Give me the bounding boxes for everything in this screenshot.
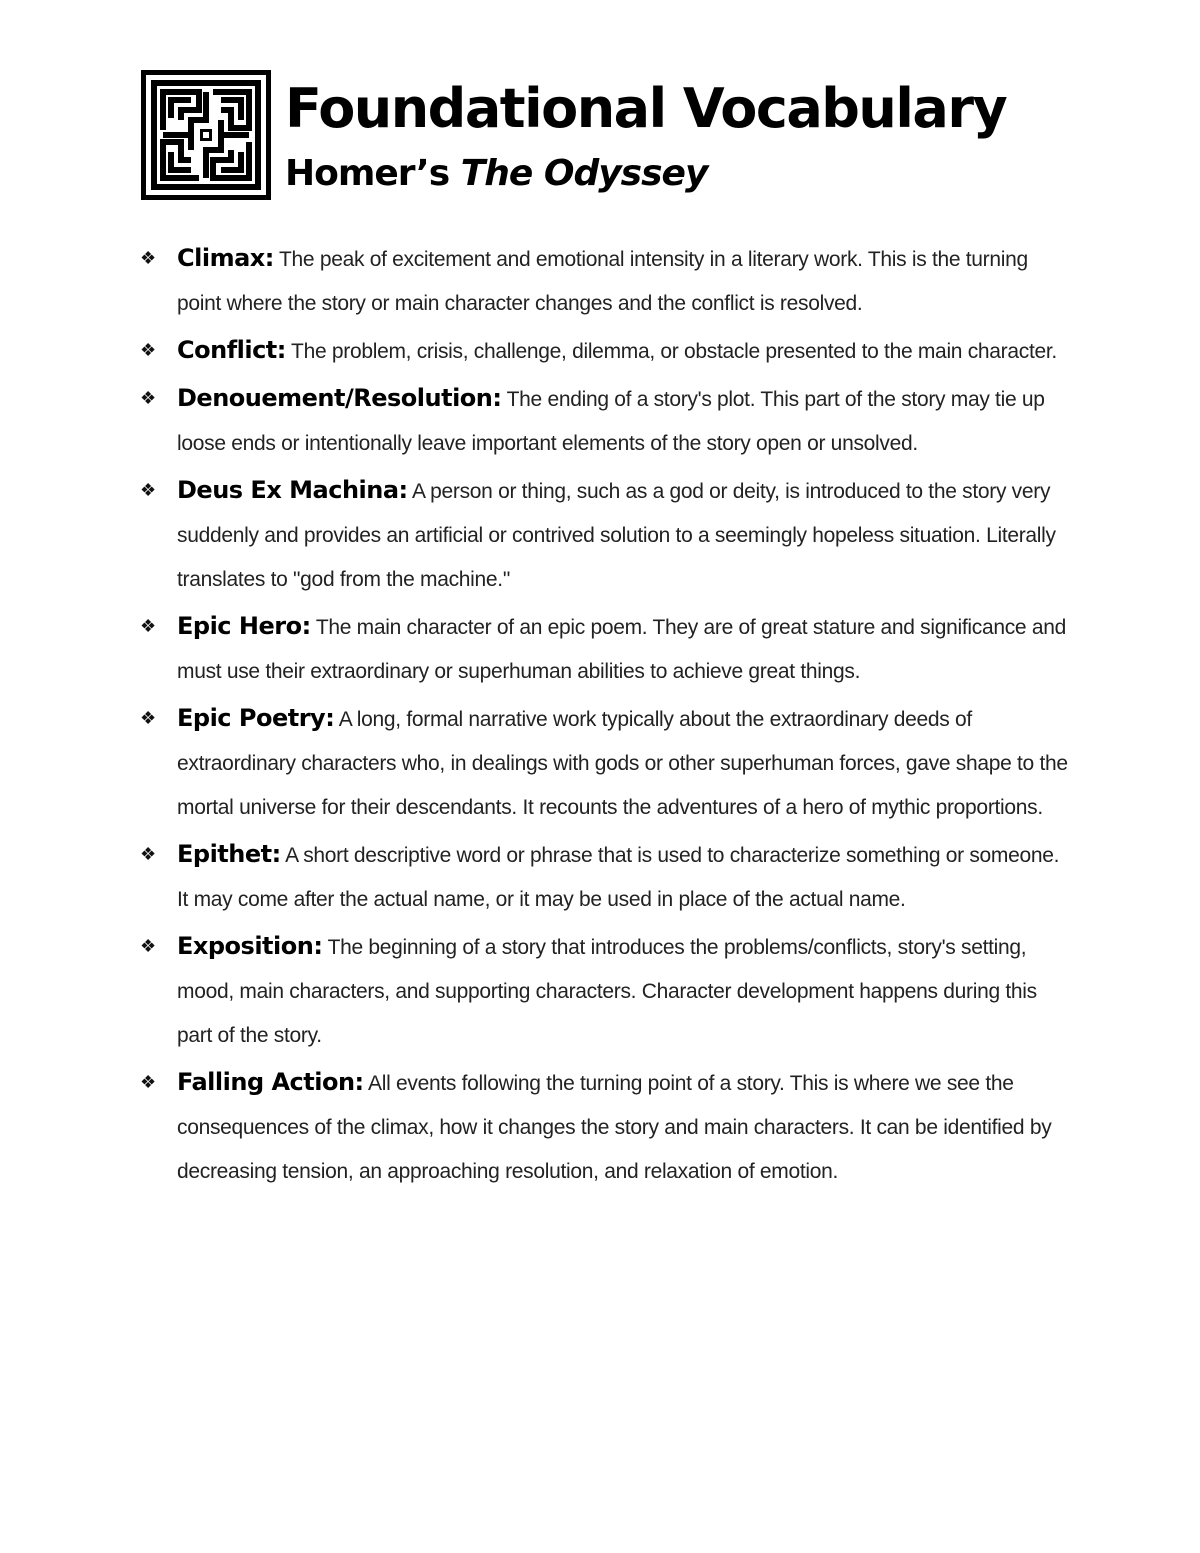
term: Denouement/Resolution: (177, 384, 502, 412)
term: Exposition: (177, 932, 323, 960)
term: Climax: (177, 244, 274, 272)
diamond-bullet-icon: ❖ (140, 616, 156, 636)
definition: The peak of excitement and emotional intensity in a literary work. This is the turning point where the story or main character changes and the conflict is resolved. (177, 248, 1028, 315)
definition: The problem, crisis, challenge, dilemma, or obstacle presented to the main character. (291, 340, 1057, 363)
definition: The ending of a story's plot. This part of the story may tie up loose ends or intentionally leave important elements of the story open or unsolved. (177, 388, 1045, 455)
list-item (140, 832, 1070, 922)
greek-key-labyrinth-icon (141, 70, 271, 200)
diamond-bullet-icon: ❖ (140, 480, 156, 500)
list-item (140, 236, 1070, 326)
page-title: Foundational Vocabulary (285, 77, 1007, 140)
definition: The main character of an epic poem. They are of great stature and significance and must use their extraordinary or superhuman abilities to achieve great things. (177, 616, 1066, 683)
subtitle-author: Homer’s (285, 153, 461, 194)
diamond-bullet-icon: ❖ (140, 340, 156, 360)
term: Deus Ex Machina: (177, 476, 408, 504)
list-item (140, 328, 1070, 374)
diamond-bullet-icon: ❖ (140, 1072, 156, 1092)
page-subtitle (285, 150, 1006, 198)
diamond-bullet-icon: ❖ (140, 388, 156, 408)
document-header (141, 70, 1006, 200)
definition: The beginning of a story that introduces the problems/conflicts, story's setting, mood, main characters, and supporting characters. Character development happens during this part of the story. (177, 936, 1037, 1047)
list-item (140, 604, 1070, 694)
term: Falling Action: (177, 1068, 364, 1096)
term: Conflict: (177, 336, 286, 364)
definition: A short descriptive word or phrase that is used to characterize something or someone. It may come after the actual name, or it may be used in place of the actual name. (177, 844, 1060, 911)
definition: A person or thing, such as a god or deity, is introduced to the story very suddenly and provides an artificial or contrived solution to a seemingly hopeless situation. Literally translates to "god from the machine." (177, 480, 1056, 591)
diamond-bullet-icon: ❖ (140, 844, 156, 864)
subtitle-work-title: The Odyssey (460, 153, 708, 194)
diamond-bullet-icon: ❖ (140, 248, 156, 268)
list-item (140, 1060, 1070, 1194)
list-item (140, 696, 1070, 830)
vocabulary-list (140, 236, 1070, 1196)
term: Epithet: (177, 840, 281, 868)
list-item (140, 924, 1070, 1058)
list-item (140, 376, 1070, 466)
list-item (140, 468, 1070, 602)
term: Epic Poetry: (177, 704, 335, 732)
definition: All events following the turning point of a story. This is where we see the consequences of the climax, how it changes the story and main characters. It can be identified by decreasing tension, an approaching resolution, and relaxation of emotion. (177, 1072, 1052, 1183)
term: Epic Hero: (177, 612, 311, 640)
definition: A long, formal narrative work typically about the extraordinary deeds of extraordinary characters who, in dealings with gods or other superhuman forces, gave shape to the mortal universe for their descendants. It recounts the adventures of a hero of mythic proportions. (177, 708, 1068, 819)
diamond-bullet-icon: ❖ (140, 708, 156, 728)
title-block (285, 70, 1006, 198)
diamond-bullet-icon: ❖ (140, 936, 156, 956)
